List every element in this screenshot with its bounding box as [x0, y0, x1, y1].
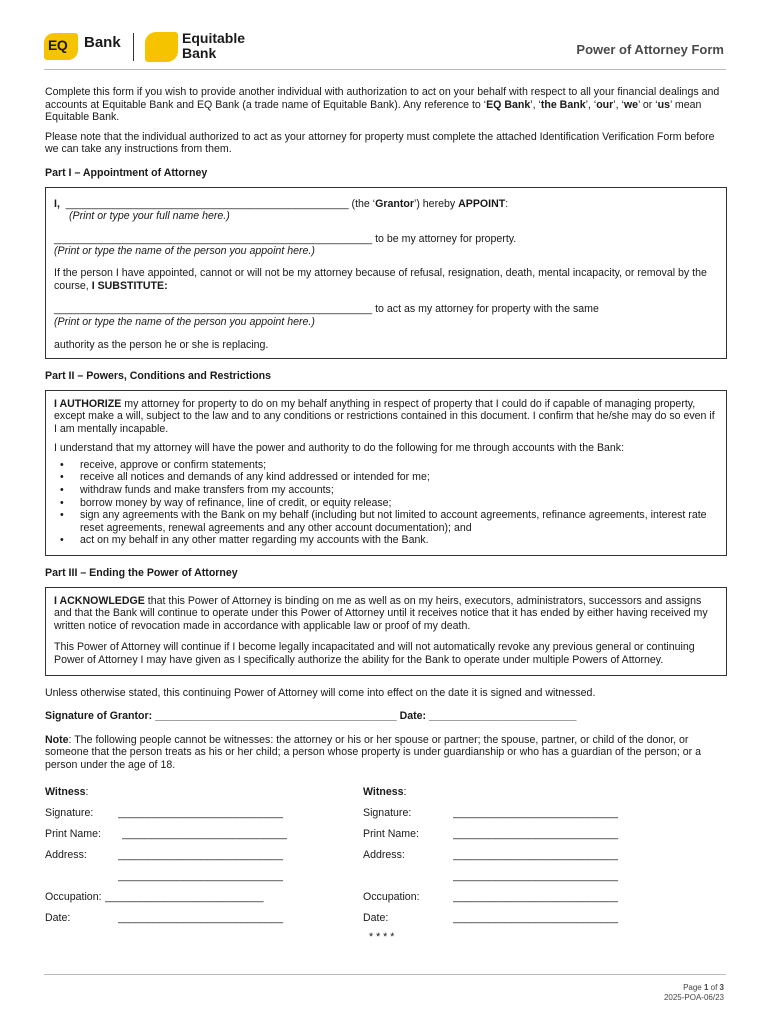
part2-title: Part II – Powers, Conditions and Restrictions	[45, 369, 272, 382]
witness1-address-field[interactable]: ____________________________	[118, 848, 283, 861]
authorize-term: I AUTHORIZE	[54, 397, 122, 410]
witness-label: Witness	[45, 785, 86, 798]
part3-box	[45, 587, 727, 676]
witness-date-row	[45, 908, 363, 929]
intro-text: ’, ‘	[613, 98, 624, 111]
attorney-text: to be my attorney for property.	[375, 232, 517, 245]
page-total: 3	[719, 983, 724, 992]
authority-text: authority as the person he or she is replacing.	[54, 339, 269, 352]
print-appoint-hint: (Print or type the name of the person you appoint here.)	[54, 245, 315, 258]
intro-text: ’ mean Equitable Bank.	[45, 98, 702, 124]
list-item: • withdraw funds and make transfers from my accounts;	[54, 484, 718, 497]
list-item: • sign any agreements with the Bank on my behalf (including but not limited to account agreements, refinance agreements, interest rate reset agreements, renewal agreements and any other account documentation); and	[54, 509, 718, 534]
attorney-name-field[interactable]: ______________________________________________________	[54, 232, 373, 245]
colon: :	[403, 785, 407, 798]
signature-label: Signature of Grantor:	[45, 710, 153, 723]
witness-address-row-2	[45, 866, 363, 887]
print-name-label: Print Name:	[45, 827, 101, 840]
end-marker: * * * *	[369, 930, 395, 943]
note-term: Note	[45, 733, 69, 746]
grantor-name-field[interactable]: ________________________________________________	[65, 197, 349, 210]
witness2-occupation-field[interactable]: ____________________________	[453, 890, 618, 903]
witness2-address-field[interactable]: ____________________________	[453, 848, 618, 861]
attorney-row	[54, 233, 718, 246]
equitable-bank-logo-text	[182, 31, 245, 61]
list-item: • receive all notices and demands of any kind addressed or intended for me;	[54, 471, 718, 484]
term-us: us	[657, 98, 670, 111]
eq-bank-logo-text: Bank	[84, 34, 121, 51]
appoint-term: APPOINT	[458, 197, 506, 210]
powers-list	[54, 459, 718, 547]
witness-address-row	[363, 845, 663, 866]
witness-date-row	[363, 908, 663, 929]
substitute-name-field[interactable]: ______________________________________________________	[54, 303, 373, 316]
eq-bank-logo-mark	[44, 33, 78, 60]
date-label: Date:	[45, 911, 71, 924]
substitute-paragraph	[54, 267, 718, 292]
colon: :	[85, 785, 89, 798]
witness-2	[363, 782, 663, 929]
part1-title: Part I – Appointment of Attorney	[45, 166, 208, 179]
grantor-row	[54, 198, 718, 211]
acknowledge-term: I ACKNOWLEDGE	[54, 594, 145, 607]
witness1-print-name-field[interactable]: ____________________________	[122, 827, 287, 840]
header-divider	[44, 69, 726, 70]
continue-paragraph: This Power of Attorney will continue if I become legally incapacitated and will not automatically revoke any previous general or continuing Power of Attorney I may have given as I specifically authorize the ability for the Bank to operate under multiple Powers of Attorney.	[54, 641, 695, 666]
witness-address-row-2	[363, 866, 663, 887]
intro-text: ’, ‘	[585, 98, 597, 111]
occupation-label: Occupation:	[45, 890, 102, 903]
address-label: Address:	[45, 848, 87, 861]
witness1-signature-field[interactable]: ____________________________	[118, 806, 283, 819]
substitute-text: If the person I have appointed, cannot or will not be my attorney because of refusal, resignation, death, mental incapacity, or removal by the course,	[54, 266, 707, 292]
equitable-bank-logo-mark	[145, 32, 178, 62]
term-the-bank: the Bank	[540, 98, 586, 111]
witness2-print-name-field[interactable]: ____________________________	[453, 827, 618, 840]
authorize-text: my attorney for property to do on my behalf anything in respect of property that I could do if capable of managing property, except make a will, subject to the law and to any conditions or restrictions contained in this document. I confirm that he/she may do so even if I am mentally incapable.	[54, 397, 715, 435]
witness-label: Witness	[363, 785, 404, 798]
address-label: Address:	[363, 848, 405, 861]
term-we: we	[623, 98, 638, 111]
term-our: our	[596, 98, 614, 111]
intro-paragraph-2: Please note that the individual authorized to act as your attorney for property must complete the attached Identification Verification Form before we can take any instructions from them.	[45, 130, 715, 156]
witness-heading	[45, 782, 363, 803]
witness-section	[45, 782, 727, 929]
grantor-date-field[interactable]: _________________________	[429, 710, 577, 723]
i-label: I,	[54, 197, 60, 210]
page-footer	[664, 983, 724, 1003]
grantor-term: Grantor	[375, 197, 414, 210]
witness-print-name-row	[363, 824, 663, 845]
intro-text: ’ or ‘	[638, 98, 658, 111]
equitable-logo-line-2: Bank	[182, 45, 217, 61]
witness-occupation-row	[45, 887, 363, 908]
intro-text: ’, ‘	[530, 98, 541, 111]
print-name-label: Print Name:	[363, 827, 419, 840]
form-title: Power of Attorney Form	[576, 42, 724, 57]
witness1-occupation-field[interactable]: ___________________________	[104, 890, 264, 903]
page-current: 1	[703, 983, 709, 992]
list-item: • receive, approve or confirm statements;	[54, 459, 718, 472]
witness2-address-field-2[interactable]: ____________________________	[453, 869, 618, 882]
acknowledge-text: that this Power of Attorney is binding on me as well as on my heirs, executors, administrators, successors and assigns and that the Bank will continue to operate under this Power of Attorney until it receives notice that it has ended by either having received my written notice of revocation made in accordance with applicable law or proof of my death.	[54, 594, 708, 632]
list-item: • act on my behalf in any other matter regarding my accounts with the Bank.	[54, 534, 718, 547]
equitable-logo-line-1: Equitable	[182, 30, 246, 46]
witness2-date-field[interactable]: ____________________________	[453, 911, 618, 924]
acknowledge-paragraph	[54, 595, 718, 633]
part1-box	[45, 187, 727, 359]
part2-box	[45, 390, 727, 557]
grantor-text: (the ‘	[351, 197, 376, 210]
signature-label: Signature:	[363, 806, 412, 819]
witness-occupation-row	[363, 887, 663, 908]
print-name-hint: (Print or type your full name here.)	[69, 210, 230, 223]
witness-1	[45, 782, 363, 929]
witness1-address-field-2[interactable]: ____________________________	[118, 869, 283, 882]
witness-heading	[363, 782, 663, 803]
page-of: of	[708, 983, 720, 992]
list-item: • borrow money by way of refinance, line of credit, or equity release;	[54, 497, 718, 510]
page-prefix: Page	[683, 983, 704, 992]
understand-paragraph: I understand that my attorney will have the power and authority to do the following for me through accounts with the Bank:	[54, 442, 625, 455]
witness1-date-field[interactable]: ____________________________	[118, 911, 283, 924]
witness-print-name-row	[45, 824, 363, 845]
witness-address-row	[45, 845, 363, 866]
eq-logo-letters: EQ	[48, 37, 68, 53]
note-paragraph	[45, 734, 727, 772]
witness-signature-row	[363, 803, 663, 824]
page-number	[664, 983, 724, 993]
page-header	[0, 0, 770, 80]
date-label: Date:	[399, 710, 427, 723]
print-appoint-hint-2: (Print or type the name of the person you appoint here.)	[54, 315, 315, 328]
occupation-label: Occupation:	[363, 890, 420, 903]
form-content	[45, 86, 727, 943]
substitute-act-text: to act as my attorney for property with the same	[375, 303, 599, 316]
substitute-row	[54, 303, 718, 316]
term-eq-bank: EQ Bank	[486, 98, 531, 111]
grantor-signature-field[interactable]: _________________________________________	[155, 710, 397, 723]
footer-divider	[44, 974, 726, 975]
substitute-term: I SUBSTITUTE:	[91, 279, 168, 292]
colon: :	[505, 197, 509, 210]
form-code: 2025-POA-06/23	[663, 993, 724, 1002]
part3-title: Part III – Ending the Power of Attorney	[45, 567, 238, 580]
witness2-signature-field[interactable]: ____________________________	[453, 806, 618, 819]
date-label: Date:	[363, 911, 389, 924]
witness-signature-row	[45, 803, 363, 824]
note-text: : The following people cannot be witnesses: the attorney or his or her spouse or partner; the spouse, partner, or child of the donor, or someone that the person treats as his or her child; a person whose property is under guardianship or who has a guardian of the person; or a person under the age of 18.	[45, 733, 702, 771]
grantor-text: ’) hereby	[413, 197, 459, 210]
effect-paragraph: Unless otherwise stated, this continuing Power of Attorney will come into effect on the date it is signed and witnessed.	[45, 686, 596, 699]
logo-divider	[133, 33, 134, 61]
intro-text: Complete this form if you wish to provide another individual with authorization to act on your behalf with respect to all your financial dealings and accounts at Equitable Bank and EQ Bank (a trade name of Equitable Bank). Any reference to ‘	[45, 86, 720, 111]
authorize-paragraph	[54, 398, 718, 436]
grantor-signature-row	[45, 710, 727, 723]
signature-label: Signature:	[45, 806, 94, 819]
intro-paragraph-1	[45, 86, 727, 124]
